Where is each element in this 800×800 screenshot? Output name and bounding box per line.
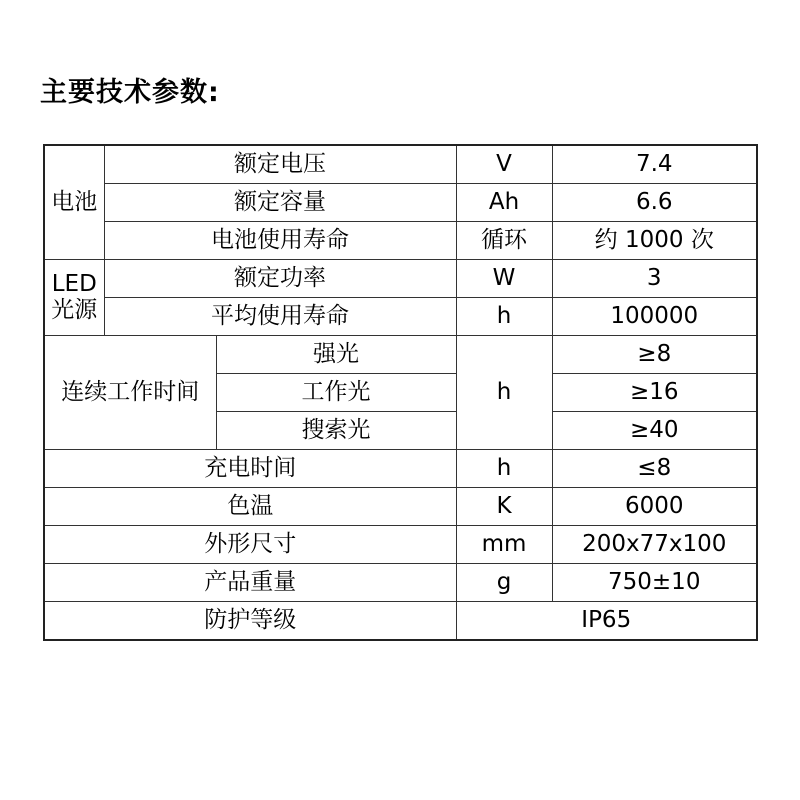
param-unit: Ah bbox=[456, 184, 552, 222]
table-row bbox=[44, 260, 757, 298]
param-name: 工作光 bbox=[216, 374, 456, 412]
table-row bbox=[44, 298, 757, 336]
param-value: ≥40 bbox=[552, 412, 757, 450]
param-unit: W bbox=[456, 260, 552, 298]
param-value: 200x77x100 bbox=[552, 526, 757, 564]
param-unit: V bbox=[456, 145, 552, 184]
param-name: 额定电压 bbox=[104, 145, 456, 184]
group-label-runtime: 连续工作时间 bbox=[44, 336, 216, 450]
table-row bbox=[44, 145, 757, 184]
param-name: 额定功率 bbox=[104, 260, 456, 298]
table-row bbox=[44, 564, 757, 602]
table-row bbox=[44, 526, 757, 564]
param-unit: h bbox=[456, 298, 552, 336]
param-unit: K bbox=[456, 488, 552, 526]
table-row bbox=[44, 450, 757, 488]
param-unit: h bbox=[456, 336, 552, 450]
param-unit: mm bbox=[456, 526, 552, 564]
table-row bbox=[44, 184, 757, 222]
param-value: 6.6 bbox=[552, 184, 757, 222]
table-row bbox=[44, 336, 757, 374]
page-title: 主要技术参数: bbox=[40, 77, 220, 108]
param-value: IP65 bbox=[456, 602, 757, 641]
param-unit: h bbox=[456, 450, 552, 488]
param-value: 750±10 bbox=[552, 564, 757, 602]
param-value: ≥8 bbox=[552, 336, 757, 374]
param-name: 电池使用寿命 bbox=[104, 222, 456, 260]
param-value: 6000 bbox=[552, 488, 757, 526]
group-label-battery: 电池 bbox=[44, 145, 104, 260]
param-value: ≥16 bbox=[552, 374, 757, 412]
param-value: 约 1000 次 bbox=[552, 222, 757, 260]
param-value: 7.4 bbox=[552, 145, 757, 184]
group-label-led bbox=[44, 260, 104, 336]
param-name: 产品重量 bbox=[44, 564, 456, 602]
table-row bbox=[44, 602, 757, 641]
param-name: 强光 bbox=[216, 336, 456, 374]
param-name: 搜索光 bbox=[216, 412, 456, 450]
group-label-led-line1: LED bbox=[51, 271, 97, 298]
param-name: 外形尺寸 bbox=[44, 526, 456, 564]
spec-table bbox=[43, 144, 758, 641]
param-name: 充电时间 bbox=[44, 450, 456, 488]
table-row bbox=[44, 488, 757, 526]
param-value: ≤8 bbox=[552, 450, 757, 488]
param-value: 3 bbox=[552, 260, 757, 298]
param-value: 100000 bbox=[552, 298, 757, 336]
param-name: 额定容量 bbox=[104, 184, 456, 222]
param-name: 防护等级 bbox=[44, 602, 456, 641]
param-name: 色温 bbox=[44, 488, 456, 526]
param-unit: 循环 bbox=[456, 222, 552, 260]
table-row bbox=[44, 222, 757, 260]
group-label-led-line2: 光源 bbox=[51, 296, 98, 323]
param-unit: g bbox=[456, 564, 552, 602]
param-name: 平均使用寿命 bbox=[104, 298, 456, 336]
